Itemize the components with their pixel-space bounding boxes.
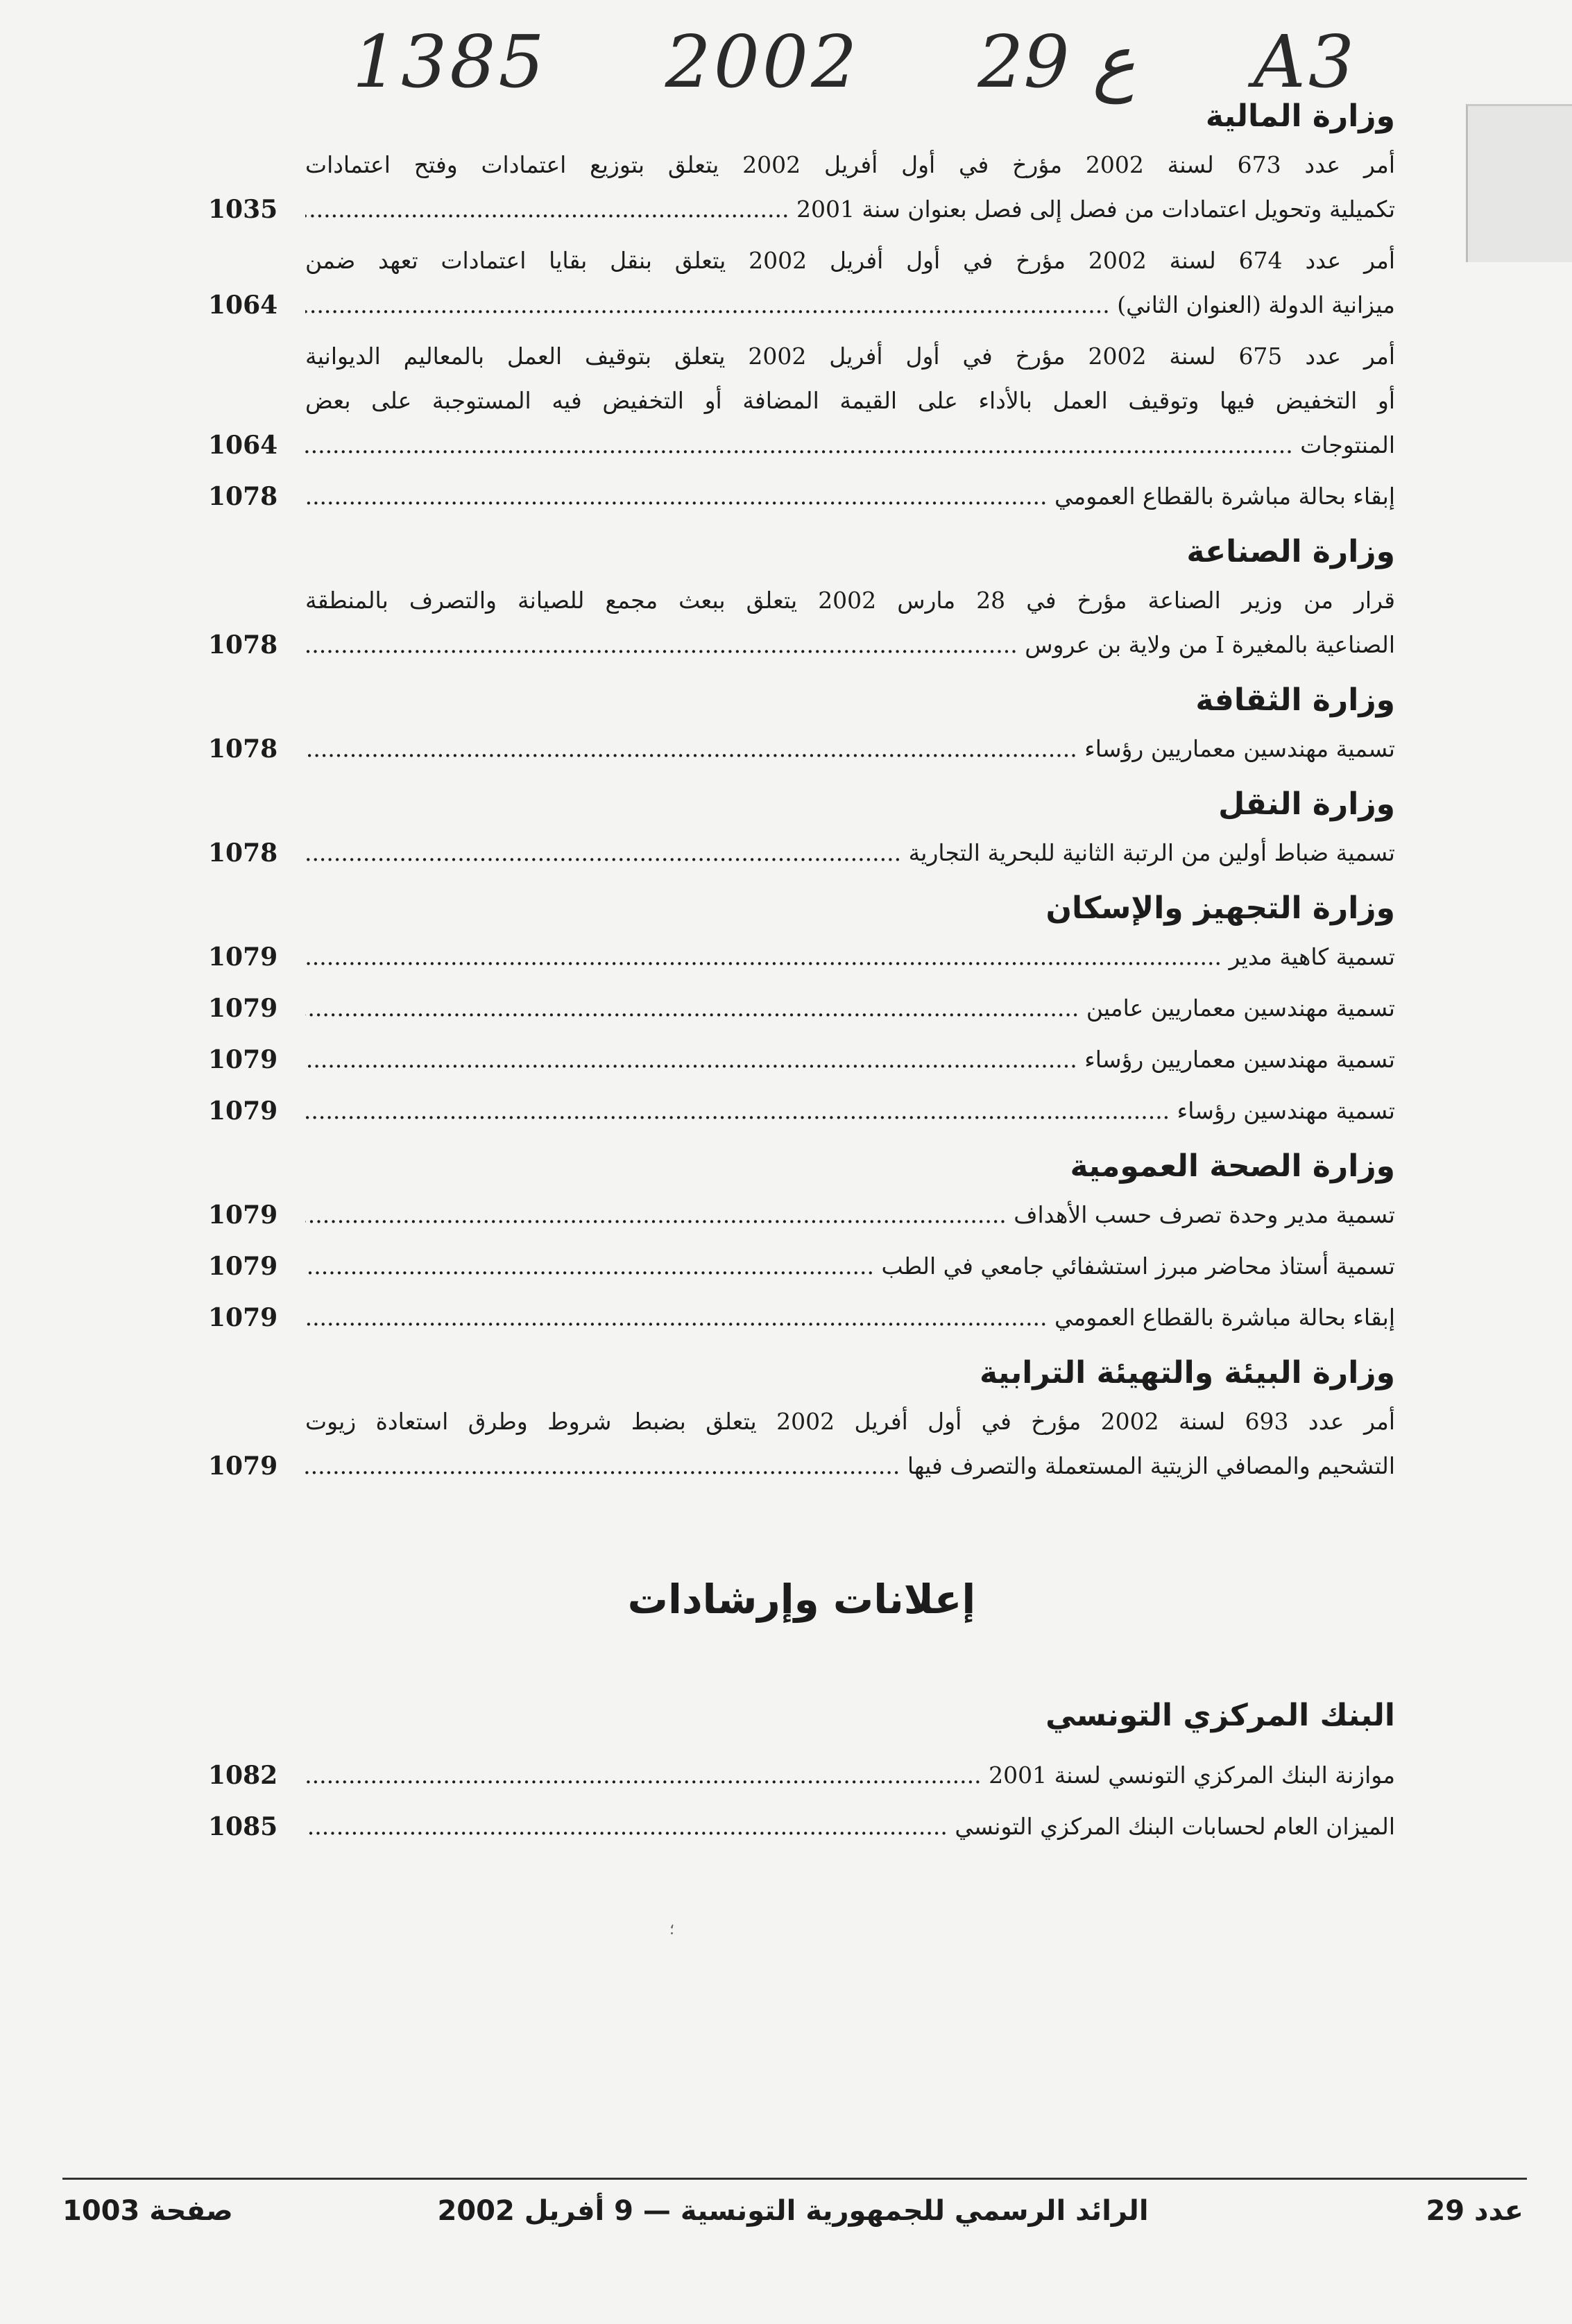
entry-page-number: 1078 xyxy=(208,838,278,868)
entry-page-number: 1079 xyxy=(208,1045,278,1074)
entry-page-number: 1078 xyxy=(208,734,278,764)
spacer xyxy=(208,928,1395,935)
entry-text xyxy=(305,831,1395,875)
entry-page-number: 1079 xyxy=(208,1452,278,1481)
entry-page-number: 1079 xyxy=(208,994,278,1023)
spacer xyxy=(208,1393,1395,1400)
entry-line: تسمية مهندسين معماريين عامين ..... xyxy=(305,986,1395,1031)
toc-entry xyxy=(208,935,1395,979)
spacer xyxy=(208,1849,1395,1856)
announcements-title: إعلانات وإرشادات xyxy=(627,1576,976,1623)
entry-line: أمر عدد 674 لسنة 2002 مؤرخ في أول أفريل 2002 يتعلق بنقل بقايا اعتمادات تعهد ضمن xyxy=(305,247,1395,274)
entry-text xyxy=(305,1296,1395,1340)
footer-journal-title: الرائد الرسمي للجمهورية التونسية — 9 أفريل 2002 xyxy=(437,2195,1149,2227)
entry-line: تسمية أستاذ محاضر مبرز استشفائي جامعي في الطب ..... xyxy=(305,1244,1395,1289)
entry-text xyxy=(305,1193,1395,1237)
spacer xyxy=(208,571,1395,578)
toc-entry xyxy=(208,1805,1395,1849)
spacer xyxy=(208,1495,1395,1502)
stray-ink-mark: ؛ xyxy=(669,1921,674,1938)
entry-text xyxy=(305,239,1395,327)
spacer xyxy=(208,778,1395,785)
toc-entry xyxy=(208,1753,1395,1798)
entry-line: تسمية مدير وحدة تصرف حسب الأهداف ..... xyxy=(305,1193,1395,1237)
spacer xyxy=(208,1502,1395,1572)
toc-entry xyxy=(208,831,1395,875)
spacer xyxy=(208,1186,1395,1193)
spacer xyxy=(208,1488,1395,1495)
entry-text xyxy=(305,1089,1395,1133)
spacer xyxy=(208,1237,1395,1244)
ministry-heading: وزارة النقل xyxy=(1218,786,1395,822)
entry-line: أمر عدد 673 لسنة 2002 مؤرخ في أول أفريل 2002 يتعلق بتوزيع اعتمادات وفتح اعتمادات xyxy=(305,151,1395,178)
ministry-heading: وزارة المالية xyxy=(1205,98,1395,134)
toc-entry xyxy=(208,578,1395,667)
entry-line: تسمية ضباط أولين من الرتبة الثانية للبحرية التجارية ..... xyxy=(305,831,1395,875)
toc-entry xyxy=(208,1400,1395,1488)
spacer xyxy=(208,1735,1395,1753)
spacer xyxy=(208,136,1395,143)
page-footer xyxy=(62,2195,1523,2237)
entry-text xyxy=(305,474,1395,519)
entry-line: أمر عدد 675 لسنة 2002 مؤرخ في أول أفريل 2002 يتعلق بتوقيف العمل بالمعاليم الديوانية xyxy=(305,343,1395,370)
handwritten-year: 2002 xyxy=(665,19,860,104)
spacer xyxy=(208,1627,1395,1696)
spacer xyxy=(208,1140,1395,1147)
footer-rule xyxy=(62,2178,1527,2180)
spacer xyxy=(208,1082,1395,1089)
spacer xyxy=(208,979,1395,986)
entry-line: التشحيم والمصافي الزيتية المستعملة والتصرف فيها ..... xyxy=(305,1444,1395,1488)
entry-text xyxy=(305,1805,1395,1849)
spacer xyxy=(208,1289,1395,1296)
bank-heading: البنك المركزي التونسي xyxy=(1045,1698,1395,1733)
entry-text xyxy=(305,1244,1395,1289)
toc-entry xyxy=(208,239,1395,327)
entry-page-number: 1079 xyxy=(208,1303,278,1332)
toc-entry xyxy=(208,143,1395,232)
toc-entry xyxy=(208,1193,1395,1237)
toc-entry xyxy=(208,1089,1395,1133)
entry-text xyxy=(305,1753,1395,1798)
ministry-heading: وزارة التجهيز والإسكان xyxy=(1045,890,1395,926)
ministry-heading: وزارة البيئة والتهيئة الترابية xyxy=(980,1355,1395,1391)
entry-text xyxy=(305,334,1395,467)
entry-page-number: 1064 xyxy=(208,431,278,460)
entry-text xyxy=(305,578,1395,667)
toc-entry xyxy=(208,727,1395,771)
entry-text xyxy=(305,935,1395,979)
spacer xyxy=(208,1340,1395,1347)
entry-text xyxy=(305,986,1395,1031)
spacer xyxy=(208,467,1395,474)
entry-line: تسمية كاهية مدير ..... xyxy=(305,935,1395,979)
entry-page-number: 1085 xyxy=(208,1812,278,1841)
entry-line: أمر عدد 693 لسنة 2002 مؤرخ في أول أفريل 2002 يتعلق بضبط شروط وطرق استعادة زيوت xyxy=(305,1408,1395,1435)
spacer xyxy=(208,1031,1395,1038)
toc-entry xyxy=(208,1244,1395,1289)
spacer xyxy=(208,1798,1395,1805)
entry-line: الصناعية بالمغيرة I من ولاية بن عروس ..... xyxy=(305,623,1395,667)
spacer xyxy=(208,526,1395,533)
handwritten-annotation xyxy=(352,19,1357,110)
spacer xyxy=(208,824,1395,831)
ministry-heading: وزارة الثقافة xyxy=(1195,682,1395,718)
entry-line: أو التخفيض فيها وتوقيف العمل بالأداء على القيمة المضافة أو التخفيض فيه المستوجبة على بعض xyxy=(305,387,1395,414)
entry-line: تسمية مهندسين معماريين رؤساء ..... xyxy=(305,1038,1395,1082)
spacer xyxy=(208,519,1395,526)
entry-page-number: 1079 xyxy=(208,1200,278,1230)
entry-page-number: 1079 xyxy=(208,1096,278,1126)
spacer xyxy=(208,674,1395,681)
spacer xyxy=(208,232,1395,239)
entry-line: موازنة البنك المركزي التونسي لسنة 2001 ..... xyxy=(305,1753,1395,1798)
entry-line: ميزانية الدولة (العنوان الثاني) ..... xyxy=(305,283,1395,327)
spacer xyxy=(208,327,1395,334)
entry-line: تسمية مهندسين رؤساء ..... xyxy=(305,1089,1395,1133)
ministry-heading: وزارة الصحة العمومية xyxy=(1070,1148,1395,1184)
footer-page-number: صفحة 1003 xyxy=(62,2195,233,2227)
entry-line: تسمية مهندسين معماريين رؤساء ..... xyxy=(305,727,1395,771)
spacer xyxy=(208,1133,1395,1140)
entry-page-number: 1082 xyxy=(208,1761,278,1790)
entry-page-number: 1078 xyxy=(208,630,278,660)
entry-page-number: 1078 xyxy=(208,482,278,511)
entry-line: الميزان العام لحسابات البنك المركزي التونسي ..... xyxy=(305,1805,1395,1849)
table-of-contents xyxy=(208,97,1395,1856)
entry-text xyxy=(305,1038,1395,1082)
entry-text xyxy=(305,1400,1395,1488)
spacer xyxy=(208,667,1395,674)
toc-entry xyxy=(208,334,1395,467)
toc-entry xyxy=(208,986,1395,1031)
entry-line: إبقاء بحالة مباشرة بالقطاع العمومي ..... xyxy=(305,1296,1395,1340)
adjacent-page-edge xyxy=(1466,104,1572,262)
spacer xyxy=(208,875,1395,882)
handwritten-code: A3 xyxy=(1253,19,1357,104)
entry-text xyxy=(305,143,1395,232)
spacer xyxy=(208,882,1395,889)
spacer xyxy=(208,771,1395,778)
entry-page-number: 1079 xyxy=(208,942,278,972)
entry-line: المنتوجات ..... xyxy=(305,423,1395,467)
entry-page-number: 1079 xyxy=(208,1252,278,1281)
ministry-heading: وزارة الصناعة xyxy=(1186,534,1395,569)
handwritten-issue: 29 ع xyxy=(977,19,1136,104)
entry-line: قرار من وزير الصناعة مؤرخ في 28 مارس 2002 يتعلق ببعث مجمع للصيانة والتصرف بالمنطقة xyxy=(305,587,1395,614)
toc-entry xyxy=(208,474,1395,519)
entry-page-number: 1035 xyxy=(208,195,278,224)
toc-entry xyxy=(208,1296,1395,1340)
spacer xyxy=(208,720,1395,727)
entry-text xyxy=(305,727,1395,771)
entry-line: إبقاء بحالة مباشرة بالقطاع العمومي ..... xyxy=(305,474,1395,519)
entry-line: تكميلية وتحويل اعتمادات من فصل إلى فصل بعنوان سنة 2001 ..... xyxy=(305,187,1395,232)
toc-entry xyxy=(208,1038,1395,1082)
footer-issue-number: عدد 29 xyxy=(1426,2195,1523,2227)
entry-page-number: 1064 xyxy=(208,291,278,320)
handwritten-number-1385: 1385 xyxy=(352,19,547,104)
spacer xyxy=(208,1347,1395,1354)
